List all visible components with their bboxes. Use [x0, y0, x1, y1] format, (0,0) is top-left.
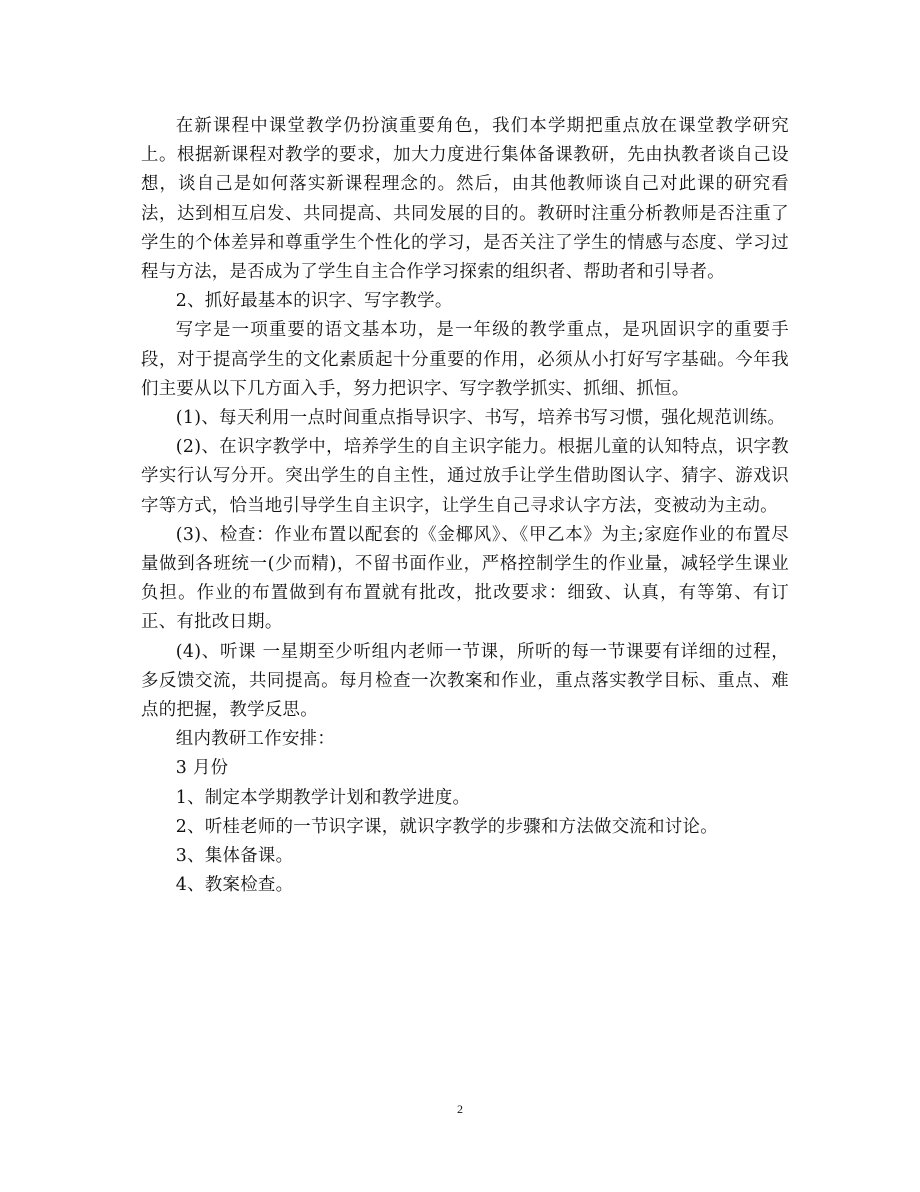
document-body — [141, 112, 789, 900]
paragraph-item-3: (3)、检查：作业布置以配套的《金椰风》、《甲乙本》为主;家庭作业的布置尽量做到各班统一(少而精)，不留书面作业，严格控制学生的作业量，减轻学生课业负担。作业的布置做到有布置就有批改，批改要求：细致、认真，有等第、有订正、有批改日期。 — [141, 524, 789, 633]
paragraph-task-3: 3、集体备课。 — [175, 846, 294, 867]
paragraph-classroom-research: 在新课程中课堂教学仍扮演重要角色，我们本学期把重点放在课堂教学研究上。根据新课程对教学的要求，加大力度进行集体备课教研，先由执教者谈自己设想，谈自己是如何落实新课程理念的。然后，由其他教师谈自己对此课的研究看法，达到相互启发、共同提高、共同发展的目的。教研时注重分析教师是否注重了学生的个体差异和尊重学生个性化的学习，是否关注了学生的情感与态度、学习过程与方法，是否成为了学生自主合作学习探索的组织者、帮助者和引导者。 — [141, 116, 789, 283]
paragraph-item-1: (1)、每天利用一点时间重点指导识字、书写，培养书写习惯，强化规范训练。 — [175, 408, 786, 429]
page-number: 2 — [457, 1102, 463, 1116]
paragraph-schedule-heading: 组内教研工作安排： — [175, 729, 336, 750]
paragraph-month: 3 月份 — [175, 758, 229, 779]
paragraph-writing-basics: 写字是一项重要的语文基本功，是一年级的教学重点，是巩固识字的重要手段，对于提高学生的文化素质起十分重要的作用，必须从小打好写字基础。今年我们主要从以下几方面入手，努力把识字、写字教学抓实、抓细、抓恒。 — [141, 320, 789, 399]
paragraph-heading-literacy: 2、抓好最基本的识字、写字教学。 — [175, 291, 453, 312]
paragraph-item-2: (2)、在识字教学中，培养学生的自主识字能力。根据儿童的认知特点，识字教学实行认写分开。突出学生的自主性，通过放手让学生借助图认字、猜字、游戏识字等方式，恰当地引导学生自主识字，让学生自己寻求认字方法，变被动为主动。 — [141, 437, 789, 516]
paragraph-task-4: 4、教案检查。 — [175, 875, 294, 896]
paragraph-item-4: (4)、听课 一星期至少听组内老师一节课，所听的每一节课要有详细的过程，多反馈交流，共同提高。每月检查一次教案和作业，重点落实教学目标、重点、难点的把握，教学反思。 — [141, 641, 789, 721]
paragraph-task-1: 1、制定本学期教学计划和教学进度。 — [175, 787, 471, 808]
paragraph-task-2: 2、听桂老师的一节识字课，就识字教学的步骤和方法做交流和讨论。 — [175, 816, 718, 837]
